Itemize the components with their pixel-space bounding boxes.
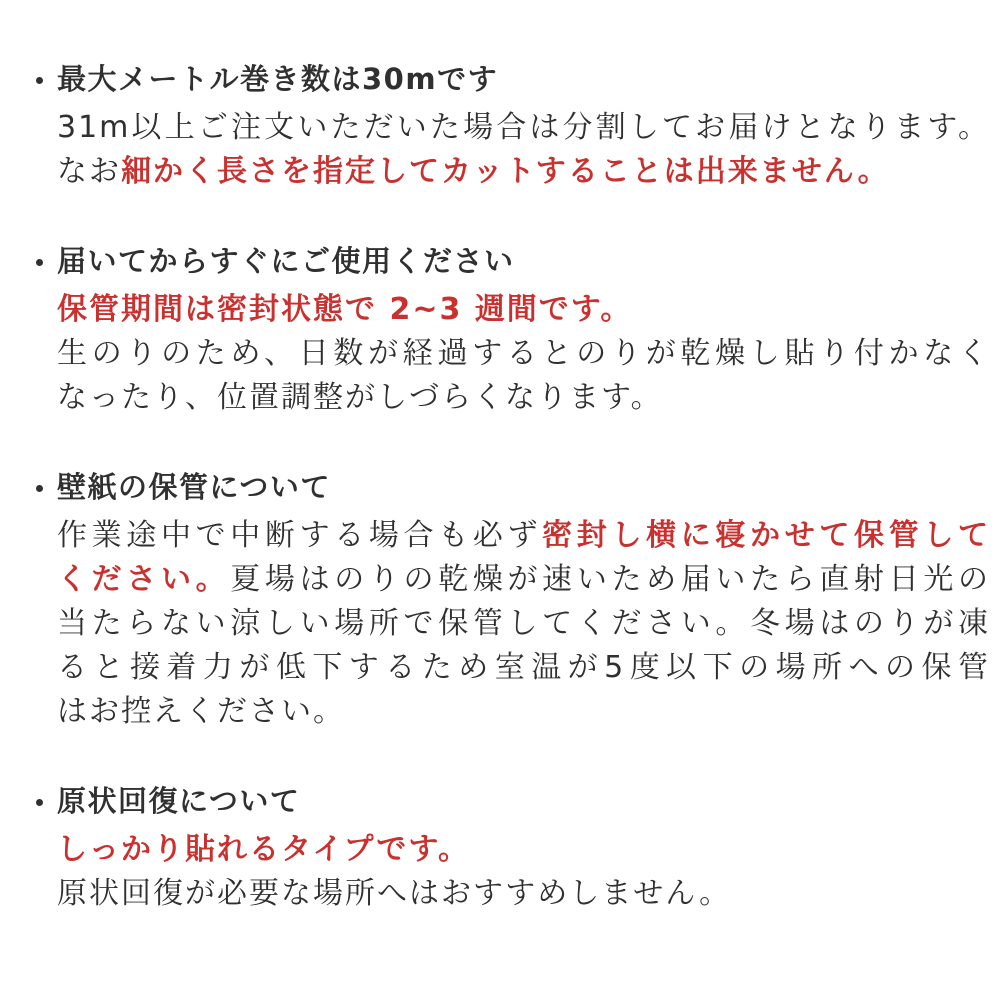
bullet-icon xyxy=(36,485,43,492)
section-heading: 最大メートル巻き数は30mです xyxy=(57,62,499,96)
text-segment: 作業途中で中断する場合も必ず xyxy=(57,518,543,553)
section-heading: 届いてからすぐにご使用ください xyxy=(57,244,515,278)
section-max-roll-length xyxy=(57,62,990,194)
bullet-icon xyxy=(36,799,43,806)
text-segment: なったり、位置調整がしづらくなります。 xyxy=(57,380,663,415)
text-line xyxy=(57,332,990,376)
text-segment-emphasis: 細かく長さを指定してカットすることは出来ません。 xyxy=(121,154,890,189)
section-heading-row xyxy=(57,244,990,278)
bullet-icon xyxy=(36,77,43,84)
product-notes-document xyxy=(57,62,990,966)
section-heading: 原状回復について xyxy=(57,784,301,818)
text-line xyxy=(57,288,990,332)
text-segment-emphasis: ください。 xyxy=(57,562,231,597)
text-line xyxy=(57,558,990,602)
text-segment: 原状回復が必要な場所へはおすすめしません。 xyxy=(57,876,732,911)
text-line xyxy=(57,872,990,916)
bullet-icon xyxy=(36,259,43,266)
section-restoration xyxy=(57,784,990,916)
section-heading-row xyxy=(57,62,990,96)
text-segment: ると接着力が低下するため室温が5度以下の場所への保管 xyxy=(57,650,990,685)
text-segment-emphasis: 保管期間は密封状態で 2~3 週間です。 xyxy=(57,292,633,327)
section-wallpaper-storage xyxy=(57,470,990,734)
text-segment: はお控えください。 xyxy=(57,694,345,729)
text-line xyxy=(57,602,990,646)
text-segment: 夏場はのりの乾燥が速いため届いたら直射日光の xyxy=(230,562,991,597)
text-line xyxy=(57,828,990,872)
text-line xyxy=(57,150,990,194)
text-line xyxy=(57,376,990,420)
section-heading-row xyxy=(57,784,990,818)
text-segment: 生のりのため、日数が経過するとのりが乾燥し貼り付かなく xyxy=(57,336,990,371)
text-line xyxy=(57,646,990,690)
text-segment-emphasis: しっかり貼れるタイプです。 xyxy=(57,832,470,867)
text-segment: なお xyxy=(57,154,121,189)
text-line xyxy=(57,514,990,558)
text-segment: 当たらない涼しい場所で保管してください。冬場はのりが凍 xyxy=(57,606,990,641)
section-use-immediately xyxy=(57,244,990,420)
text-line xyxy=(57,106,990,150)
text-segment-emphasis: 密封し横に寝かせて保管して xyxy=(542,518,991,553)
section-heading-row xyxy=(57,470,990,504)
section-heading: 壁紙の保管について xyxy=(57,470,331,504)
text-segment: 31m以上ご注文いただいた場合は分割してお届けとなります。 xyxy=(57,110,990,145)
text-line xyxy=(57,690,990,734)
